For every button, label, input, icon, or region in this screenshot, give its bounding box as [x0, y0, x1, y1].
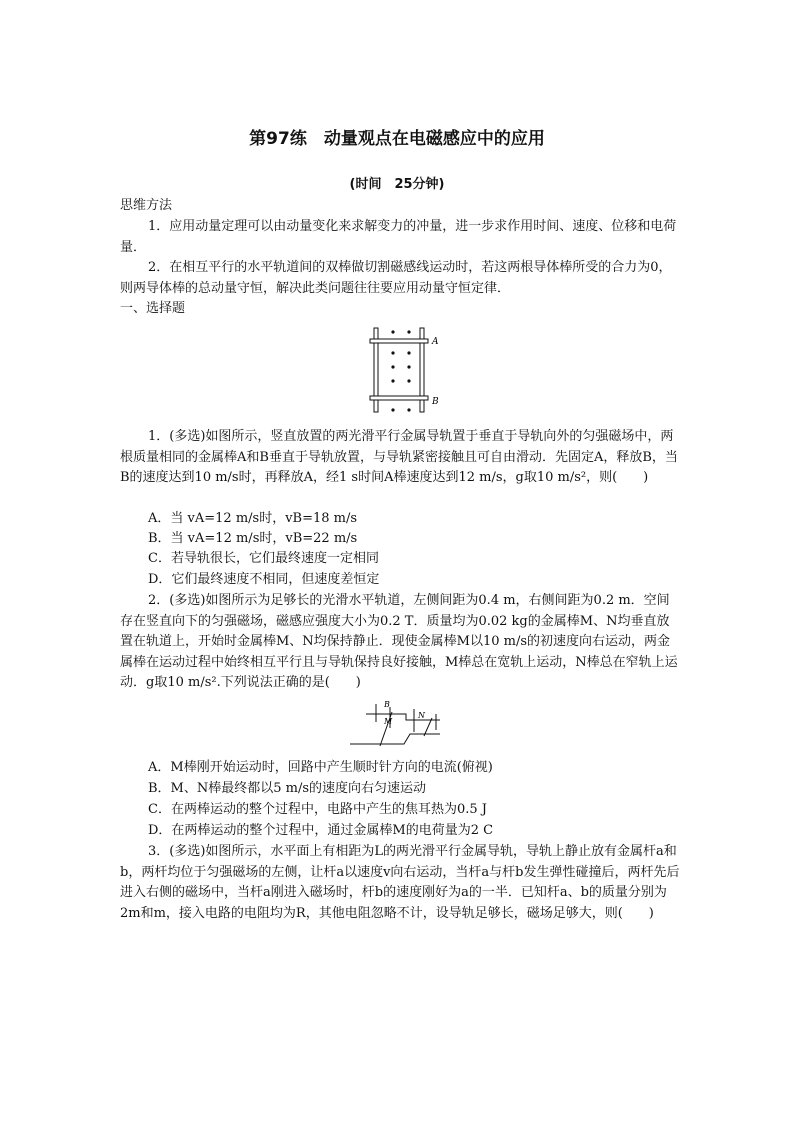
- page-title: 第97练 动量观点在电磁感应中的应用: [249, 129, 545, 149]
- question-2-option-a: A．M棒刚开始运动时，回路中产生顺时针方向的电流(俯视): [148, 760, 493, 775]
- question-2-option-d: D．在两棒运动的整个过程中，通过金属棒M的电荷量为2 C: [148, 823, 494, 838]
- question-1-option-a: A．当 vA=12 m/s时，vB=18 m/s: [148, 511, 358, 526]
- question-1-option-b: B．当 vA=12 m/s时，vB=22 m/s: [148, 531, 358, 546]
- question-1-option-c: C．若导轨很长，它们最终速度一定相同: [148, 551, 379, 566]
- figure-2-label-b: B: [384, 700, 390, 709]
- question-1-stem: 1．(多选)如图所示，竖直放置的两光滑平行金属导轨置于垂直于导轨向外的匀强磁场中，两根质量相同的金属棒A和B垂直于导轨放置，与导轨紧密接触且可自由滑动．先固定A，释放B，当B的速度达到10 m/s时，再释放A，经1 s时间A棒速度达到12 m/s，g取10 m/s²，则( ): [120, 429, 678, 485]
- page-subtitle: (时间 25分钟): [349, 177, 445, 192]
- method-paragraph-2: 2．在相互平行的水平轨道间的双棒做切割磁感线运动时，若这两根导体棒所受的合力为0，则两导体棒的总动量守恒，解决此类问题往往要应用动量守恒定律．: [120, 260, 672, 296]
- figure-1-label-b: B: [432, 397, 439, 407]
- method-heading: 思维方法: [120, 198, 173, 213]
- question-2-option-b: B．M、N棒最终都以5 m/s的速度向右匀速运动: [148, 781, 427, 796]
- figure-2-label-n: N: [418, 711, 425, 720]
- figure-2-step-rails: [344, 692, 450, 752]
- figure-2-label-m: M: [384, 717, 393, 726]
- figure-1-vertical-rails: [360, 322, 440, 418]
- question-3-stem: 3．(多选)如图所示，水平面上有相距为L的两光滑平行金属导轨，导轨上静止放有金属杆a和b，两杆均位于匀强磁场的左侧，让杆a以速度v向右运动，当杆a与杆b发生弹性碰撞后，两杆先后进入右侧的磁场中，当杆a刚进入磁场时，杆b的速度刚好为a的一半．已知杆a、b的质量分别为2m和m，接入电路的电阻均为R，其他电阻忽略不计，设导轨足够长，磁场足够大，则( ): [120, 844, 680, 921]
- figure-1-label-a: A: [432, 337, 439, 347]
- question-1-option-d: D．它们最终速度不相同，但速度差恒定: [148, 572, 380, 587]
- question-2-stem: 2．(多选)如图所示为足够长的光滑水平轨道，左侧间距为0.4 m，右侧间距为0.2 m．空间存在竖直向下的匀强磁场，磁感应强度大小为0.2 T．质量均为0.02 kg的金属棒M、N均垂直放置在轨道上，开始时金属棒M、N均保持静止．现使金属棒M以10 m/s的初速度向右运动，两金属棒在运动过程中始终相互平行且与导轨保持良好接触，M棒总在宽轨上运动，N棒总在窄轨上运动．g取10 m/s².下列说法正确的是( ): [120, 593, 678, 690]
- method-paragraph-1: 1．应用动量定理可以由动量变化来求解变力的冲量，进一步求作用时间、速度、位移和电荷量．: [120, 219, 677, 255]
- section-heading: 一、选择题: [120, 301, 186, 316]
- question-2-option-c: C．在两棒运动的整个过程中，电路中产生的焦耳热为0.5 J: [148, 802, 487, 817]
